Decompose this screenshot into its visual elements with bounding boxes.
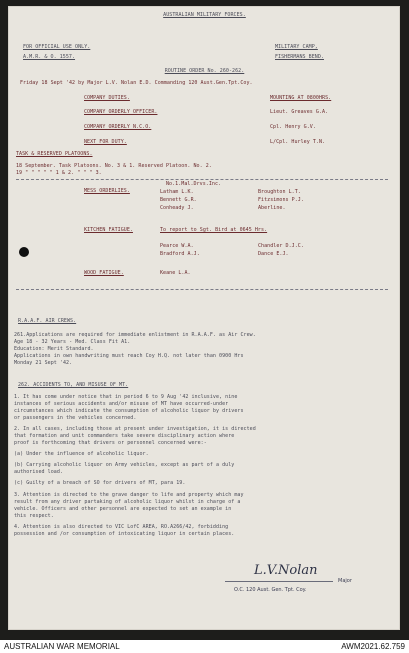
mess-name: Aberline. [258, 205, 286, 211]
mess-label: MESS ORDERLIES. [84, 188, 130, 194]
mess-line: No.1.Mal.Drvs.Inc. [166, 181, 222, 187]
official-use-label: FOR OFFICIAL USE ONLY. [23, 44, 91, 50]
accident-line: proof is forthcoming that drivers or personnel concerned were:- [14, 440, 207, 446]
raaf-line: 261.Applications are required for immediate enlistment in R.A.A.F. as Air Crew. [14, 332, 256, 338]
raaf-line: Monday 21 Sept '42. [14, 360, 73, 366]
accident-line: authorised load. [14, 469, 63, 475]
kitchen-name: Pearce W.A. [160, 243, 194, 249]
mess-name: Bennett G.R. [160, 197, 197, 203]
accident-line: instances of serious accidents and/or misuse of MT have occurred-under [14, 401, 229, 407]
duty-label: COMPANY DUTIES. [84, 95, 130, 101]
mess-name: Latham L.K. [160, 189, 194, 195]
camp-name: MILITARY CAMP, [275, 44, 318, 50]
duty-value: L/Cpl. Hurley T.N. [270, 139, 326, 145]
duty-label: NEXT FOR DUTY. [84, 139, 127, 145]
signature: L.V.Nolan [254, 563, 318, 578]
duty-label: COMPANY ORDERLY OFFICER. [84, 109, 158, 115]
raaf-line: Applications in own handwriting must reach Coy H.Q. not later than 0900 Hrs [14, 353, 244, 359]
accident-line: or passengers in the vehicles concerned. [14, 415, 137, 421]
doc-title: AUSTRALIAN MILITARY FORCES. [163, 12, 246, 18]
accident-line: circumstances which indicate the consumption of alcoholic liquor by drivers [14, 408, 244, 414]
duty-value: MOUNTING AT 0800HRS. [270, 95, 332, 101]
raaf-line: Education: Merit Standard. [14, 346, 94, 352]
amr-reference: A.M.R. & O. 1557. [23, 54, 76, 60]
accident-line: possession and /or consumption of intoxicating liquor in certain places. [14, 531, 235, 537]
accidents-heading: 262. ACCIDENTS TO, AND MISUSE OF MT. [18, 382, 129, 388]
kitchen-name: Chandler D.J.C. [258, 243, 304, 249]
accident-line: this respect. [14, 513, 54, 519]
signature-line [225, 581, 333, 582]
camp-location: FISHERMANS BEND. [275, 54, 324, 60]
issued-line: Friday 18 Sept '42 by Major L.V. Nolan E.D. Commanding 120 Aust.Gen.Tpt.Coy. [20, 80, 253, 86]
mess-name: Broughton L.T. [258, 189, 301, 195]
kitchen-name: Dance E.J. [258, 251, 289, 257]
platoons-heading: TASK & RESERVED PLATOONS. [16, 151, 93, 157]
footer-left: AUSTRALIAN WAR MEMORIAL [4, 642, 120, 651]
wood-label: WOOD FATIGUE. [84, 270, 124, 276]
kitchen-line: To report to Sgt. Bird at 0645 Hrs. [160, 227, 268, 233]
wood-value: Keane L.A. [160, 270, 191, 276]
mess-name: Fitzsimons P.J. [258, 197, 304, 203]
signoff-label: O.C. 120 Aust. Gen. Tpt. Coy. [234, 587, 307, 593]
accident-line: result from any driver partaking of alcoholic liquor whilst in charge of a [14, 499, 241, 505]
accident-line: (b) Carrying alcoholic liquor on Army vehicles, except as part of a duly [14, 462, 235, 468]
divider [16, 289, 388, 290]
kitchen-label: KITCHEN FATIGUE. [84, 227, 133, 233]
platoons-row: 19 " " " " " 1 & 2. " " " 3. [16, 170, 102, 176]
accident-line: (c) Guilty of a breach of SO for drivers of MT, para 19. [14, 480, 186, 486]
raaf-heading: R.A.A.F. AIR CREWS. [18, 318, 77, 324]
punch-hole [19, 247, 29, 257]
kitchen-name: Bradford A.J. [160, 251, 200, 257]
accident-line: 4. Attention is also directed to VIC LofC AREA, RO.A266/42, forbidding [14, 524, 229, 530]
routine-order-number: ROUTINE ORDER No. 260-262. [164, 68, 245, 74]
accident-line: vehicle. Officers and other personnel are expected to set an example in [14, 506, 232, 512]
accident-line: (a) Under the influence of alcoholic liquor. [14, 451, 149, 457]
rank-label: Major [338, 578, 352, 584]
mess-name: Conheady J. [160, 205, 194, 211]
platoons-row: 18 September. Task Platoons. No. 3 & 1. Reserved Platoon. No. 2. [16, 163, 212, 169]
accident-line: 3. Attention is directed to the grave danger to life and property which may [14, 492, 244, 498]
accident-line: that formation and unit commanders take severe disciplinary action where [14, 433, 235, 439]
duty-label: COMPANY ORDERLY N.C.O. [84, 124, 152, 130]
accident-line: 1. It has come under notice that in period 6 to 9 Aug '42 inclusive, nine [14, 394, 238, 400]
raaf-line: Age 18 - 32 Years - Med. Class Fit A1. [14, 339, 131, 345]
duty-value: Lieut. Greaves G.A. [270, 109, 329, 115]
footer-right: AWM2021.62.759 [341, 642, 405, 651]
accident-line: 2. In all cases, including those at present under investigation, it is directed [14, 426, 256, 432]
duty-value: Cpl. Henry G.V. [270, 124, 316, 130]
divider [16, 179, 388, 180]
